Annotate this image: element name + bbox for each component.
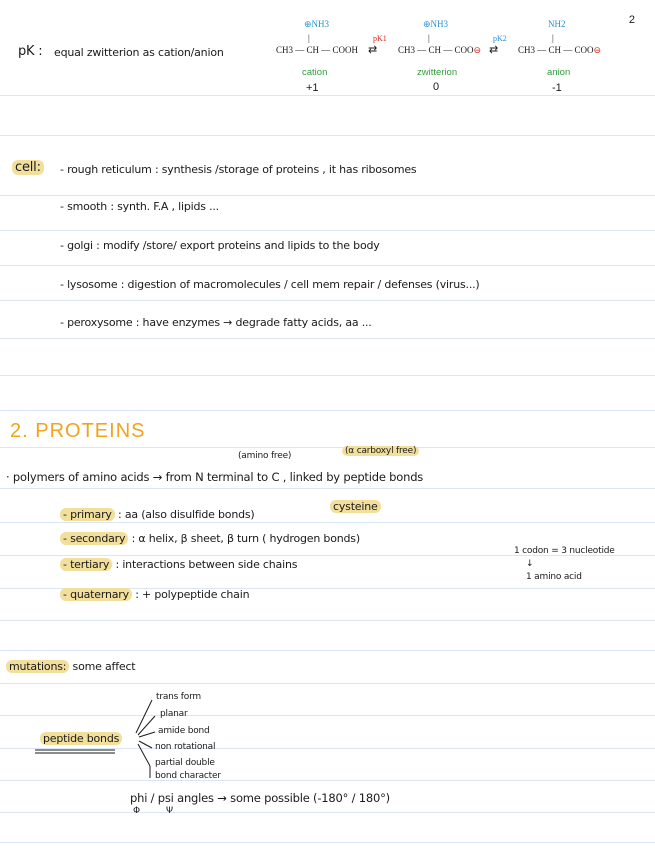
cation-label: cation [302, 67, 328, 78]
pk2-label: pK2 [493, 34, 507, 43]
peptide-bond-character: bond character [155, 771, 221, 781]
cell-item-rough-er: - rough reticulum : synthesis /storage of proteins , it has ribosomes [60, 163, 417, 176]
peptide-bonds-label: peptide bonds [40, 732, 122, 745]
peptide-amide-bond: amide bond [158, 726, 210, 736]
zwitterion-amine: ⊕NH3 [423, 19, 449, 29]
mutations-note: mutations: some affect [6, 660, 135, 673]
anion-charge: -1 [552, 82, 562, 94]
codon-note: 1 codon = 3 nucleotide [514, 546, 615, 556]
phi-psi-angles: phi / psi angles → some possible (-180° / 180°) [130, 791, 390, 805]
anion-amine: NH2 [548, 19, 566, 29]
annotation-amino-free: (amino free) [238, 451, 292, 461]
codon-arrow: ↓ [526, 559, 534, 569]
annotation-carboxyl-free: (α carboxyl free) [342, 446, 419, 456]
anion-structure: CH3 — CH — COO⊖ [518, 45, 602, 55]
structure-primary: - primary : aa (also disulfide bonds) [60, 508, 255, 521]
cell-item-lysosome: - lysosome : digestion of macromolecules / cell mem repair / defenses (virus...) [60, 278, 480, 291]
zwitterion-charge: 0 [433, 81, 440, 93]
zwitterion-label: zwitterion [417, 67, 458, 78]
pk1-label: pK1 [373, 34, 387, 43]
cation-amine: ⊕NH3 [304, 19, 330, 29]
structure-quaternary: - quaternary : + polypeptide chain [60, 588, 249, 601]
peptide-trans-form: trans form [156, 692, 201, 702]
cell-item-smooth-er: - smooth : synth. F.A , lipids ... [60, 200, 219, 213]
cell-item-peroxysome: - peroxysome : have enzymes → degrade fatty acids, aa ... [60, 316, 372, 329]
peptide-partial-double: partial double [155, 758, 215, 768]
pk-note: equal zwitterion as cation/anion [54, 46, 224, 59]
cysteine-note: cysteine [330, 500, 381, 513]
page-number: 2 [628, 14, 635, 26]
anion-label: anion [547, 67, 571, 78]
cation-charge: +1 [306, 82, 319, 94]
cell-label: cell: [12, 160, 44, 175]
peptide-non-rotational: non rotational [155, 742, 216, 752]
pk-label: pK : [18, 44, 43, 59]
section-title-proteins: 2. PROTEINS [10, 420, 146, 442]
zwitterion-structure: CH3 — CH — COO⊖ [398, 45, 482, 55]
equilibrium-arrow-2: ⇄ [489, 44, 499, 56]
peptide-planar: planar [160, 709, 188, 719]
cell-item-golgi: - golgi : modify /store/ export proteins and lipids to the body [60, 239, 380, 252]
equilibrium-arrow-1: ⇄ [368, 44, 378, 56]
cation-structure: CH3 — CH — COOH [276, 45, 359, 55]
structure-tertiary: - tertiary : interactions between side chains [60, 558, 297, 571]
structure-secondary: - secondary : α helix, β sheet, β turn ( hydrogen bonds) [60, 532, 360, 545]
phi-symbol: Φ [133, 806, 140, 816]
codon-amino-acid: 1 amino acid [526, 572, 582, 582]
psi-symbol: Ψ [166, 806, 173, 816]
proteins-intro: · polymers of amino acids → from N terminal to C , linked by peptide bonds [6, 470, 424, 484]
